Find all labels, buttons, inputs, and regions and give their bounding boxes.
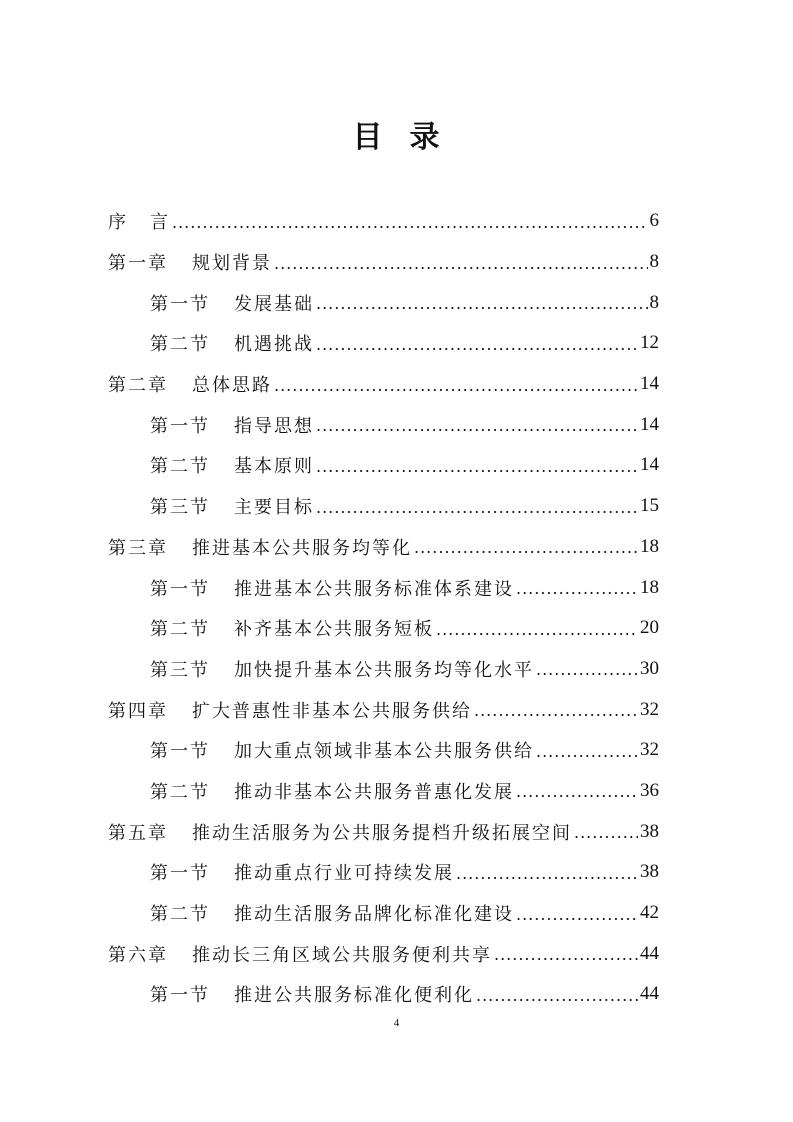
- toc-entry-chapter[interactable]: [108, 689, 659, 730]
- toc-entry-number: 第五章: [108, 822, 168, 844]
- toc-entry-title: 加快提升基本公共服务均等化水平: [234, 659, 534, 681]
- toc-entry-number: 第一节: [150, 863, 210, 885]
- toc-entry-title: 推进基本公共服务均等化: [192, 537, 412, 559]
- leader-dots: [536, 660, 638, 679]
- leader-dots: [476, 986, 638, 1005]
- toc-title-char-2: 录: [409, 120, 441, 155]
- leader-dots: [316, 498, 638, 517]
- leader-dots: [274, 376, 638, 395]
- toc-entry-section[interactable]: [108, 974, 659, 1015]
- toc-entry-number: 第二节: [150, 334, 210, 356]
- leader-dots: [316, 294, 648, 313]
- toc-entry-page: 8: [649, 251, 659, 273]
- toc-entry-number: 第一节: [150, 293, 210, 315]
- toc-entry-chapter[interactable]: [108, 527, 659, 568]
- leader-dots: [414, 538, 638, 557]
- toc-entry-title: 言: [150, 212, 170, 234]
- toc-title-char-1: 目: [352, 120, 384, 155]
- leader-dots: [316, 416, 638, 435]
- toc-entry-number: 第二节: [150, 619, 210, 641]
- toc-entry-section[interactable]: [108, 893, 659, 934]
- leader-dots: [516, 579, 638, 598]
- toc-entry-chapter[interactable]: [108, 242, 659, 283]
- toc-entry-number: 第一节: [150, 578, 210, 600]
- toc-entry-page: 20: [640, 617, 659, 639]
- toc-entry-number: 第二节: [150, 781, 210, 803]
- toc-entry-page: 15: [640, 495, 659, 517]
- toc-entry-page: 36: [640, 779, 659, 801]
- toc-entry-page: 18: [640, 576, 659, 598]
- toc-entry-title: 总体思路: [192, 375, 272, 397]
- toc-entry-title: 发展基础: [234, 293, 314, 315]
- toc-entry-title: 推动长三角区域公共服务便利共享: [192, 944, 492, 966]
- toc-entry-title: 推动生活服务为公共服务提档升级拓展空间: [192, 822, 572, 844]
- leader-dots: [172, 213, 648, 232]
- toc-entry-page: 32: [640, 698, 659, 720]
- leader-dots: [316, 457, 638, 476]
- toc-entry-chapter[interactable]: [108, 933, 659, 974]
- toc-entry-section[interactable]: [108, 282, 659, 323]
- toc-entry-page: 42: [640, 902, 659, 924]
- toc-entry-chapter[interactable]: [108, 364, 659, 405]
- toc-entry-number: 第六章: [108, 944, 168, 966]
- toc-entry-number: 第三节: [150, 659, 210, 681]
- toc-entry-page: 14: [640, 454, 659, 476]
- toc-entry-section[interactable]: [108, 486, 659, 527]
- leader-dots: [474, 701, 638, 720]
- toc-entry-page: 38: [640, 861, 659, 883]
- toc-entry-page: 14: [640, 373, 659, 395]
- page-number: 4: [393, 1017, 400, 1029]
- toc-entry-section[interactable]: [108, 730, 659, 771]
- toc-entry-page: 18: [640, 535, 659, 557]
- toc-entry-title: 推动非基本公共服务普惠化发展: [234, 781, 514, 803]
- table-of-contents: [108, 201, 659, 1015]
- toc-entry-section[interactable]: [108, 649, 659, 690]
- toc-entry-page: 6: [649, 210, 659, 232]
- leader-dots: [494, 945, 638, 964]
- toc-entry-number: 第一节: [150, 415, 210, 437]
- toc-entry-page: 44: [640, 983, 659, 1005]
- toc-entry-page: 44: [640, 942, 659, 964]
- toc-entry-page: 14: [640, 413, 659, 435]
- leader-dots: [456, 864, 638, 883]
- toc-entry-title: 扩大普惠性非基本公共服务供给: [192, 700, 472, 722]
- leader-dots: [436, 620, 638, 639]
- toc-entry-number: 第三章: [108, 537, 168, 559]
- toc-entry-title: 推进公共服务标准化便利化: [234, 985, 474, 1007]
- toc-entry-section[interactable]: [108, 445, 659, 486]
- toc-entry-page: 32: [640, 739, 659, 761]
- toc-entry-number: 第一节: [150, 741, 210, 763]
- toc-entry-title: 规划背景: [192, 253, 272, 275]
- toc-entry-page: 8: [649, 291, 659, 313]
- toc-entry-section[interactable]: [108, 852, 659, 893]
- toc-entry-section[interactable]: [108, 567, 659, 608]
- toc-entry-number: 第三节: [150, 497, 210, 519]
- toc-entry-section[interactable]: [108, 323, 659, 364]
- toc-entry-number: 第二节: [150, 904, 210, 926]
- toc-entry-title: 推进基本公共服务标准体系建设: [234, 578, 514, 600]
- leader-dots: [574, 823, 638, 842]
- toc-entry-chapter[interactable]: [108, 811, 659, 852]
- toc-entry-title: 加大重点领域非基本公共服务供给: [234, 741, 534, 763]
- toc-entry-number: 第二节: [150, 456, 210, 478]
- toc-entry-number: 第一章: [108, 253, 168, 275]
- leader-dots: [516, 905, 638, 924]
- toc-entry-page: 12: [640, 332, 659, 354]
- toc-entry-title: 补齐基本公共服务短板: [234, 619, 434, 641]
- toc-entry-number: 序: [108, 212, 128, 234]
- toc-entry-title: 基本原则: [234, 456, 314, 478]
- toc-entry-page: 38: [640, 820, 659, 842]
- toc-entry-number: 第二章: [108, 375, 168, 397]
- toc-entry-title: 机遇挑战: [234, 334, 314, 356]
- toc-entry-section[interactable]: [108, 608, 659, 649]
- leader-dots: [274, 254, 648, 273]
- toc-title: [0, 112, 793, 156]
- toc-entry-section[interactable]: [108, 404, 659, 445]
- toc-entry-number: 第四章: [108, 700, 168, 722]
- leader-dots: [536, 742, 638, 761]
- toc-entry-title: 推动生活服务品牌化标准化建设: [234, 904, 514, 926]
- toc-entry-title: 主要目标: [234, 497, 314, 519]
- toc-entry-page: 30: [640, 657, 659, 679]
- toc-entry-number: 第一节: [150, 985, 210, 1007]
- toc-entry-section[interactable]: [108, 771, 659, 812]
- toc-entry-preface[interactable]: [108, 201, 659, 242]
- toc-entry-title: 指导思想: [234, 415, 314, 437]
- leader-dots: [516, 782, 638, 801]
- toc-entry-title: 推动重点行业可持续发展: [234, 863, 454, 885]
- leader-dots: [316, 335, 638, 354]
